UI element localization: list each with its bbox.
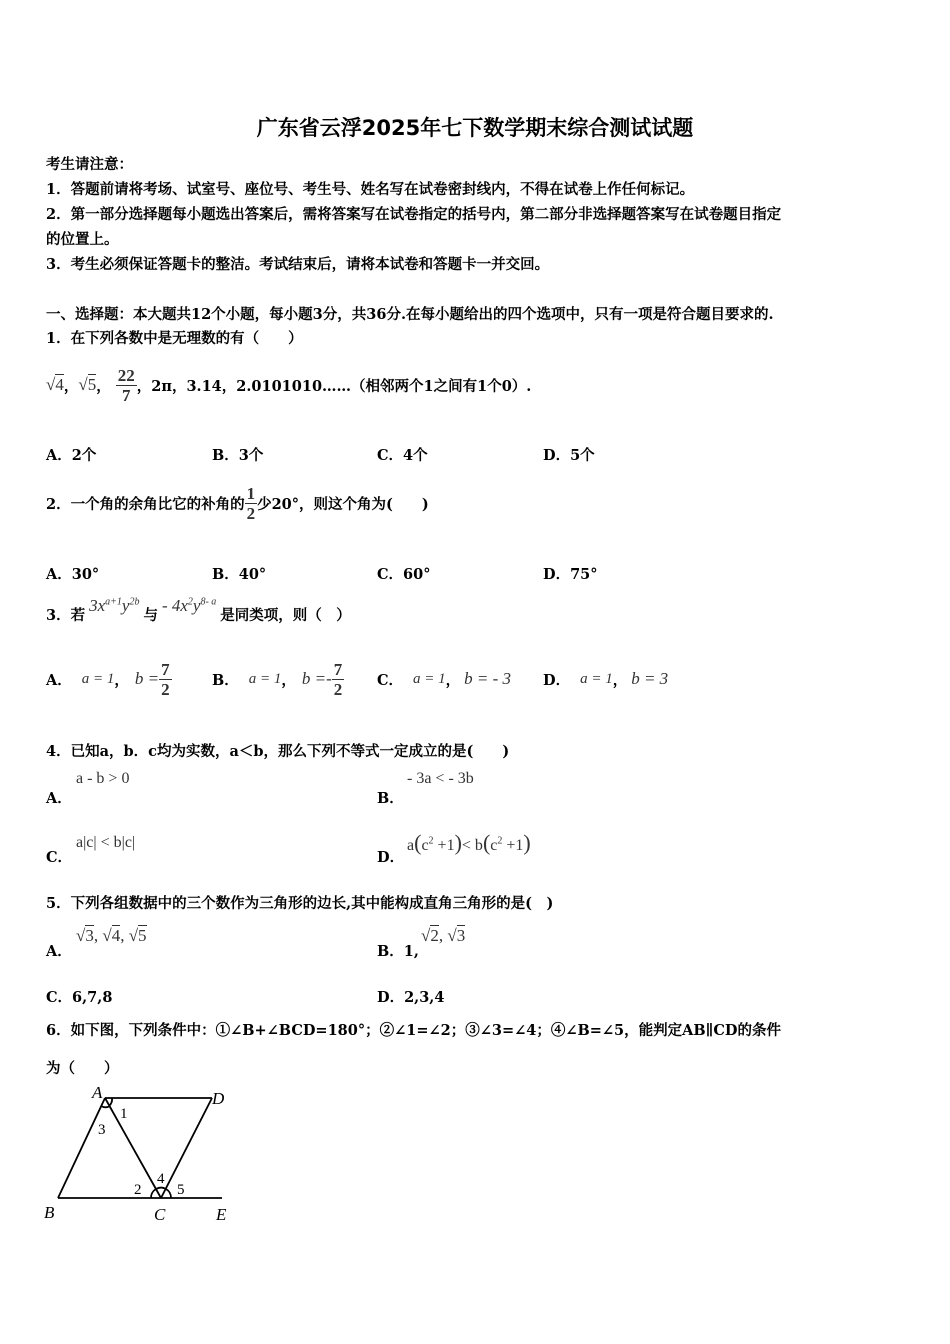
q5-stem: 5．下列各组数据中的三个数作为三角形的边长,其中能构成直角三角形的是( ) [46,895,554,912]
label-2: 2 [134,1182,142,1198]
angle-1-arc [109,1098,112,1106]
label-b: B [44,1203,55,1222]
label-4: 4 [157,1171,165,1187]
notice-item-2-cont: 的位置上。 [46,231,119,248]
q4-stem: 4．已知a，b．c均为实数，a＜b，那么下列不等式一定成立的是( ) [46,743,510,760]
label-5: 5 [177,1182,185,1198]
label-e: E [216,1205,227,1224]
label-3: 3 [98,1122,106,1138]
label-c: C [154,1205,166,1224]
q3-option-a[interactable]: A． a = 1 ， b = $\frac{7}{2}$ [46,659,170,699]
sqrt-5: √5 [78,375,97,394]
line-cd [161,1098,212,1198]
fraction-22-7: $\frac{22}{7}$ [117,365,135,405]
notice-item-3: 3．考生必须保证答题卡的整洁。考试结束后，请将本试卷和答题卡一并交回。 [46,256,550,273]
q3-option-d[interactable]: D． a = 1 ， b = 3 [543,669,669,689]
q1-stem: 1．在下列各数中是无理数的有（ ） [46,330,303,347]
q1-option-d[interactable]: D．5个 [543,447,595,464]
q1-option-b[interactable]: B．3个 [212,447,264,464]
label-1: 1 [120,1106,128,1122]
q6-geometry-figure [40,1082,240,1227]
line-ac [105,1098,161,1198]
line-ab [58,1098,105,1198]
angle-5-arc [166,1189,171,1198]
q1-option-c[interactable]: C．4个 [377,447,428,464]
page-title: 广东省云浮2025年七下数学期末综合测试试题 [256,116,694,140]
q3-option-b[interactable]: B． a = 1 ， b =- $\frac{7}{2}$ [212,659,343,699]
q6-stem: 6．如下图，下列条件中：①∠B+∠BCD=180°；②∠1=∠2；③∠3=∠4；④∠B=∠5，能判定AB∥CD的条件 [46,1022,781,1039]
q2-option-a[interactable]: A．30° [46,566,100,583]
angle-2-arc [151,1189,156,1198]
section-heading: 一、选择题：本大题共12个小题，每小题3分，共36分.在每小题给出的四个选项中，只有一项是符合题目要求的. [46,306,774,323]
notice-header: 考生请注意： [46,156,133,173]
fraction-1-2: $\frac{1}{2}$ [246,483,256,523]
q2-option-c[interactable]: C．60° [377,566,431,583]
q3-stem: 3．若 $3x^{a+1}y^{2b}$ 与 - $4x^2y^{8- a}$ 是同类项，则（ ） [46,596,351,624]
notice-item-1: 1．答题前请将考场、试室号、座位号、考生号、姓名写在试卷密封线内，不得在试卷上作任何标记。 [46,181,695,198]
q5-option-d[interactable]: D．2,3,4 [377,989,445,1006]
term-2: - $4x^2y^{8- a}$ [161,596,217,615]
q3-option-c[interactable]: C． a = 1 ， b = - 3 [377,669,512,689]
label-d: D [212,1089,225,1108]
notice-item-2: 2．第一部分选择题每小题选出答案后，需将答案写在试卷指定的括号内，第二部分非选择题答案写在试卷题目指定 [46,206,782,223]
label-a: A [92,1083,103,1102]
term-1: $3x^{a+1}y^{2b}$ [89,596,140,615]
q2-option-b[interactable]: B．40° [212,566,267,583]
q1-numbers: √4 ， √5 ， $\frac{22}{7}$ ，2π，3.14，2.0101010……（相邻两个1之间有1个0）. [46,365,532,405]
angle-3-arc [101,1106,110,1107]
q6-stem-cont: 为（ ） [46,1060,119,1077]
q1-option-a[interactable]: A．2个 [46,447,97,464]
q2-stem: 2．一个角的余角比它的补角的 $\frac{1}{2}$ 少20°，则这个角为( ) [46,483,429,523]
q2-option-d[interactable]: D．75° [543,566,598,583]
q5-option-c[interactable]: C．6,7,8 [46,989,113,1006]
angle-4-arc [156,1188,166,1189]
sqrt-4: √4 [46,375,64,394]
